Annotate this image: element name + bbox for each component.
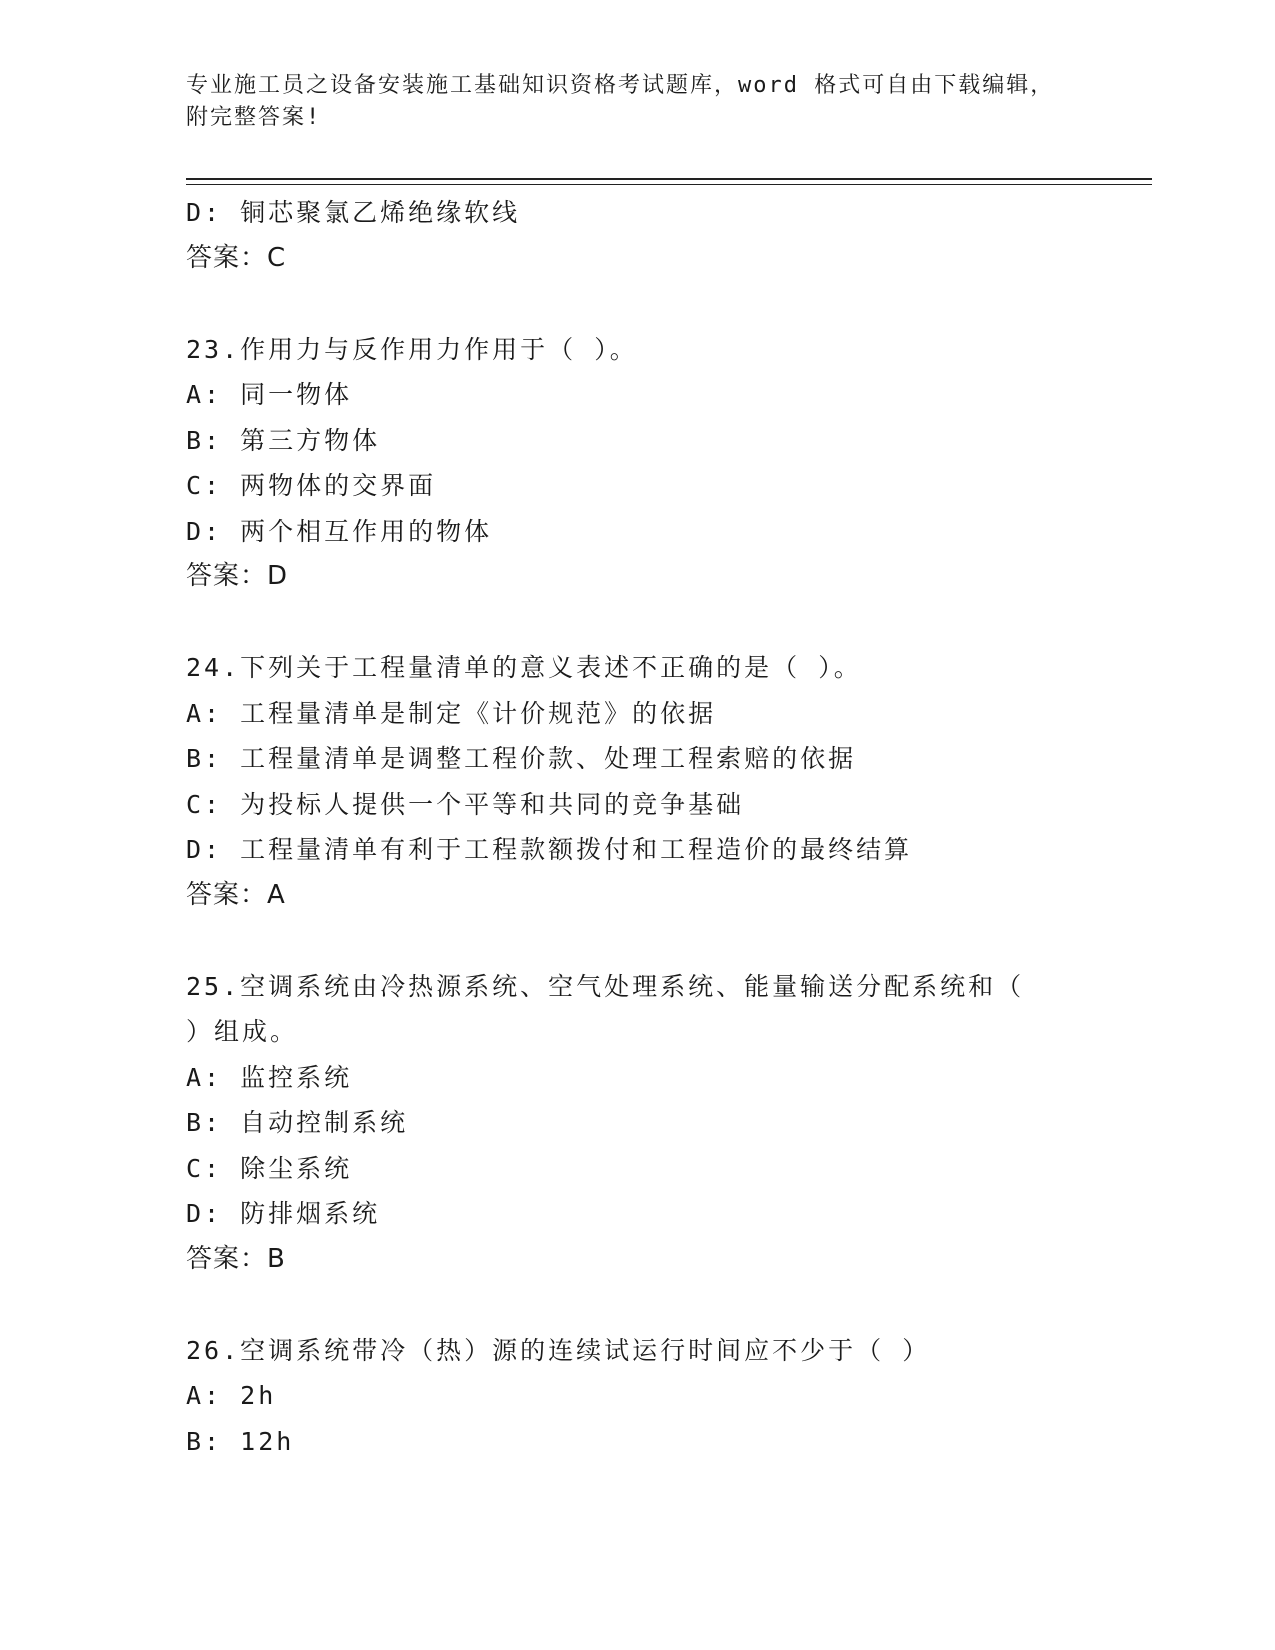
question-25-stem-line-2: ）组成。 — [186, 1017, 299, 1046]
question-list — [186, 190, 1126, 1464]
question-26-stem: 26.空调系统带冷（热）源的连续试运行时间应不少于（ ） — [186, 1335, 931, 1365]
document-title-line-2: 附完整答案! — [186, 105, 322, 130]
question-23-answer: 答案：D — [186, 561, 289, 591]
question-23-option-c: C: 两物体的交界面 — [186, 471, 437, 500]
question-23-option-a: A: 同一物体 — [186, 380, 353, 409]
question-25-answer: 答案：B — [186, 1243, 286, 1274]
header-divider — [186, 178, 1152, 185]
question-25-option-b: B: 自动控制系统 — [186, 1108, 409, 1137]
document-title-line-1: 专业施工员之设备安装施工基础知识资格考试题库，word 格式可自由下载编辑， — [186, 73, 1055, 98]
question-24-stem: 24.下列关于工程量清单的意义表述不正确的是（ ）。 — [186, 653, 862, 682]
question-25-stem-line-1: 25.空调系统由冷热源系统、空气处理系统、能量输送分配系统和（ — [186, 971, 1025, 1001]
header-divider-thin — [186, 184, 1152, 185]
question-23-stem: 23.作用力与反作用力作用于（ ）。 — [186, 334, 638, 364]
question-24-option-c: C: 为投标人提供一个平等和共同的竞争基础 — [186, 789, 745, 819]
question-26-option-a: A: 2h — [186, 1381, 277, 1410]
prev-question-answer: 答案：C — [186, 242, 287, 273]
question-24-option-d: D: 工程量清单有利于工程款额拨付和工程造价的最终结算 — [186, 835, 913, 864]
question-24-option-a: A: 工程量清单是制定《计价规范》的依据 — [186, 698, 717, 728]
question-24-answer: 答案：A — [186, 879, 286, 910]
question-25-option-c: C: 除尘系统 — [186, 1153, 353, 1183]
question-25-option-a: A: 监控系统 — [186, 1062, 353, 1092]
question-26-option-b: B: 12h — [186, 1426, 295, 1456]
question-24-option-b: B: 工程量清单是调整工程价款、处理工程索赔的依据 — [186, 744, 857, 773]
prev-question-option-d: D: 铜芯聚氯乙烯绝缘软线 — [186, 198, 521, 227]
question-23-option-b: B: 第三方物体 — [186, 425, 381, 455]
question-23-option-d: D: 两个相互作用的物体 — [186, 516, 493, 546]
document-header — [186, 70, 1151, 134]
question-25-option-d: D: 防排烟系统 — [186, 1199, 381, 1228]
